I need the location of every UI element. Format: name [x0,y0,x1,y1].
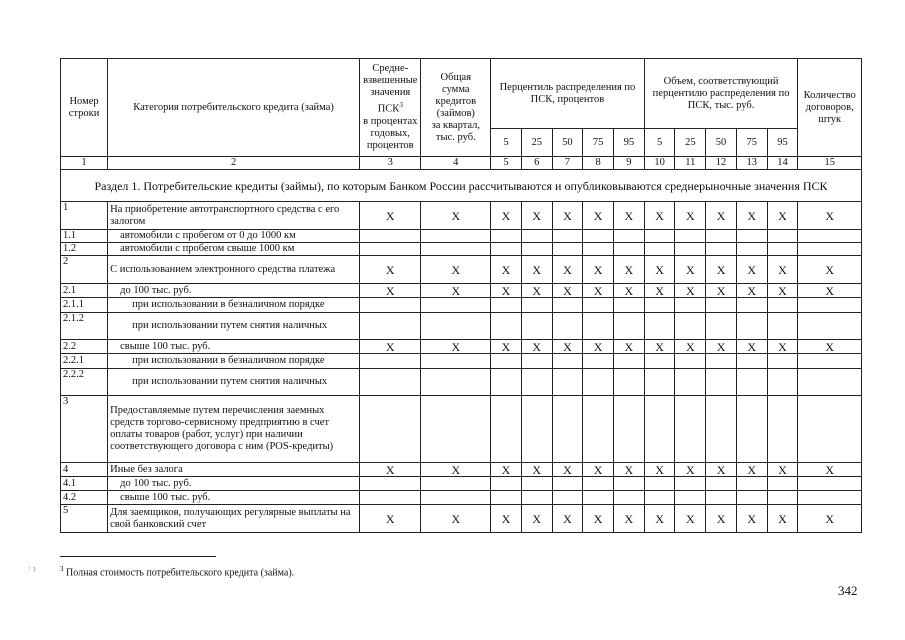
x-mark: X [491,505,522,533]
col-number: 1 [61,157,108,170]
x-mark: X [521,202,552,230]
row-number: 2.1.2 [61,313,108,340]
row-number: 2.2 [61,340,108,354]
table-row [61,202,862,230]
footnote-divider [60,556,216,557]
x-mark: X [521,505,552,533]
col-number: 8 [583,157,614,170]
x-mark: X [675,202,706,230]
footnote-number: 3 [60,565,64,573]
row-category: Предоставляемые путем перечисления заемных средств торгово-сервисному предприятию в счет оплаты товаров (работ, услуг) при наличии соответствующего договора с ним (POS-кредиты) [108,396,360,463]
x-mark: X [675,284,706,298]
x-mark: X [798,340,862,354]
x-mark: X [736,505,767,533]
percentile-95: 95 [614,129,645,157]
row-number: 2.1.1 [61,298,108,313]
x-mark: X [736,284,767,298]
row-category: С использованием электронного средства платежа [108,256,360,284]
row-number: 4.2 [61,491,108,505]
x-mark: X [421,340,491,354]
psk-report-table [60,58,862,533]
col-number: 12 [706,157,737,170]
x-mark: X [583,256,614,284]
x-mark: X [767,202,798,230]
table-row [61,340,862,354]
x-mark: X [644,256,675,284]
row-number: 2.2.1 [61,354,108,369]
psk-line-2: взвешенные [363,75,418,87]
x-mark: X [521,256,552,284]
table-row [61,298,862,313]
x-mark: X [798,256,862,284]
x-mark: X [736,202,767,230]
x-mark: X [675,463,706,477]
volume-95: 95 [767,129,798,157]
table-row [61,230,862,243]
x-mark: X [521,340,552,354]
x-mark: X [521,463,552,477]
table-row [61,477,862,491]
header-psk-average [360,59,421,157]
x-mark: X [421,505,491,533]
x-mark: X [360,256,421,284]
table-row [61,505,862,533]
x-mark: X [644,463,675,477]
col-number: 10 [644,157,675,170]
x-mark: X [614,340,645,354]
x-mark: X [583,463,614,477]
x-mark: X [421,284,491,298]
volume-50: 50 [706,129,737,157]
header-contract-count: Количество договоров, штук [798,59,862,157]
psk-line-1: Средне- [372,63,409,75]
x-mark: X [491,284,522,298]
x-mark: X [421,202,491,230]
x-mark: X [491,340,522,354]
x-mark: X [675,340,706,354]
row-category: автомобили с пробегом свыше 1000 км [108,243,360,256]
table-row [61,256,862,284]
x-mark: X [614,284,645,298]
table-row [61,243,862,256]
row-number: 2.2.2 [61,369,108,396]
x-mark: X [360,284,421,298]
table-row [61,491,862,505]
x-mark: X [706,202,737,230]
row-category: свыше 100 тыс. руб. [108,340,360,354]
col-number: 2 [108,157,360,170]
x-mark: X [798,463,862,477]
x-mark: X [552,505,583,533]
row-number: 1.1 [61,230,108,243]
psk-line-3: значения [370,87,411,99]
percentile-50: 50 [552,129,583,157]
row-number: 1.2 [61,243,108,256]
x-mark: X [736,340,767,354]
row-category: На приобретение автотранспортного средства с его залогом [108,202,360,230]
x-mark: X [767,284,798,298]
x-mark: X [421,256,491,284]
x-mark: X [552,340,583,354]
total-line-3: кредитов [435,95,477,107]
col-number: 3 [360,157,421,170]
x-mark: X [798,202,862,230]
x-mark: X [583,340,614,354]
x-mark: X [614,256,645,284]
volume-25: 25 [675,129,706,157]
table-row [61,284,862,298]
table-row [61,354,862,369]
col-number: 6 [521,157,552,170]
total-line-2: сумма [442,83,470,95]
x-mark: X [491,463,522,477]
scan-artifact: ʿ ˀ [28,566,36,576]
x-mark: X [552,463,583,477]
x-mark: X [583,284,614,298]
row-number: 2.1 [61,284,108,298]
row-category: до 100 тыс. руб. [108,284,360,298]
x-mark: X [706,505,737,533]
col-number: 9 [614,157,645,170]
x-mark: X [644,284,675,298]
row-number: 1 [61,202,108,230]
x-mark: X [644,202,675,230]
x-mark: X [552,202,583,230]
x-mark: X [706,284,737,298]
x-mark: X [614,505,645,533]
col-number: 5 [491,157,522,170]
x-mark: X [767,340,798,354]
x-mark: X [767,505,798,533]
row-number: 2 [61,256,108,284]
x-mark: X [360,505,421,533]
total-line-4: (займов) [436,107,475,119]
header-volume-group: Объем, соответствующий перцентилю распределения по ПСК, тыс. руб. [644,59,798,129]
column-number-row [61,157,862,170]
x-mark: X [675,505,706,533]
psk-footnote-ref: 3 [399,101,403,110]
x-mark: X [360,463,421,477]
table-row [61,463,862,477]
row-category: при использовании путем снятия наличных [108,369,360,396]
x-mark: X [706,463,737,477]
volume-5: 5 [644,129,675,157]
row-category: свыше 100 тыс. руб. [108,491,360,505]
row-number: 5 [61,505,108,533]
x-mark: X [706,340,737,354]
x-mark: X [552,256,583,284]
page-number: 342 [838,583,858,598]
row-number: 3 [61,396,108,463]
row-category: при использовании путем снятия наличных [108,313,360,340]
percentile-75: 75 [583,129,614,157]
footnote-text: Полная стоимость потребительского кредита (займа). [66,567,295,579]
x-mark: X [644,505,675,533]
x-mark: X [767,256,798,284]
x-mark: X [521,284,552,298]
x-mark: X [736,463,767,477]
row-number: 4.1 [61,477,108,491]
x-mark: X [583,202,614,230]
row-category: автомобили с пробегом от 0 до 1000 км [108,230,360,243]
row-category: Для заемщиков, получающих регулярные выплаты на свой банковский счет [108,505,360,533]
x-mark: X [736,256,767,284]
header-percentile-group: Перцентиль распределения по ПСК, процентов [491,59,645,129]
table-row [61,313,862,340]
header-total-sum [421,59,491,157]
x-mark: X [421,463,491,477]
total-line-6: тыс. руб. [435,131,476,143]
x-mark: X [614,202,645,230]
col-number: 15 [798,157,862,170]
table-row [61,396,862,463]
col-number: 4 [421,157,491,170]
psk-line-5: в процентах [363,115,418,127]
psk-line-4: ПСК [377,103,400,115]
x-mark: X [644,340,675,354]
x-mark: X [360,202,421,230]
x-mark: X [491,256,522,284]
psk-line-6: годовых, [370,127,410,139]
total-line-5: за квартал, [431,119,481,131]
psk-line-7: процентов [366,139,414,151]
total-line-1: Общая [440,71,472,83]
x-mark: X [614,463,645,477]
footnote [60,565,294,578]
x-mark: X [491,202,522,230]
volume-75: 75 [736,129,767,157]
table-row [61,369,862,396]
col-number: 13 [736,157,767,170]
x-mark: X [583,505,614,533]
percentile-5: 5 [491,129,522,157]
x-mark: X [798,284,862,298]
col-number: 14 [767,157,798,170]
header-row-number: Номер строки [61,59,108,157]
section-title: Раздел 1. Потребительские кредиты (займы), по которым Банком России рассчитываются и опубликовываются среднерыночные значения ПСК [61,170,862,202]
row-number: 4 [61,463,108,477]
x-mark: X [706,256,737,284]
row-category: до 100 тыс. руб. [108,477,360,491]
x-mark: X [552,284,583,298]
header-category: Категория потребительского кредита (займа) [108,59,360,157]
percentile-25: 25 [521,129,552,157]
x-mark: X [675,256,706,284]
x-mark: X [798,505,862,533]
x-mark: X [360,340,421,354]
row-category: при использовании в безналичном порядке [108,298,360,313]
x-mark: X [767,463,798,477]
col-number: 7 [552,157,583,170]
row-category: Иные без залога [108,463,360,477]
row-category: при использовании в безналичном порядке [108,354,360,369]
col-number: 11 [675,157,706,170]
